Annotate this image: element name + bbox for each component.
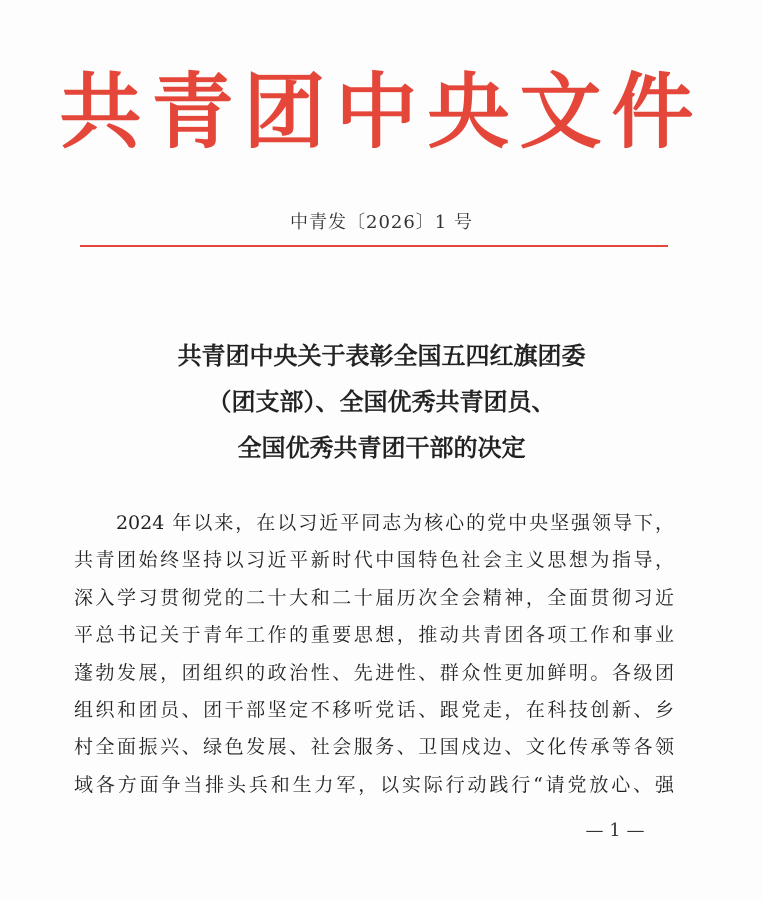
title-line: 全国优秀共青团干部的决定	[237, 433, 526, 462]
body-line: 村全面振兴、绿色发展、社会服务、卫国戍边、文化传承等各领	[74, 736, 674, 759]
document-number: 中青发〔2026〕1 号	[290, 212, 473, 233]
body-line: 组织和团员、团干部坚定不移听党话、跟党走，在科技创新、乡	[74, 698, 674, 721]
title-line: 共青团中央关于表彰全国五四红旗团委	[177, 341, 586, 370]
body-line: 共青团始终坚持以习近平新时代中国特色社会主义思想为指导，	[74, 549, 674, 572]
masthead-title: 共青团中央文件	[59, 64, 704, 160]
title-line: （团支部）、全国优秀共青团员、	[207, 387, 556, 416]
body-line: 平总书记关于青年工作的重要思想，推动共青团各项工作和事业	[74, 624, 674, 647]
page-number: — 1 —	[585, 820, 645, 841]
body-line: 2024 年以来，在以习近平同志为核心的党中央坚强领导下，	[74, 512, 674, 534]
decision-title	[40, 333, 723, 471]
red-divider-line	[80, 245, 668, 247]
body-line: 域各方面争当排头兵和生力军，以实际行动践行“请党放心、强	[74, 773, 674, 796]
body-paragraph	[74, 505, 674, 804]
body-line: 蓬勃发展，团组织的政治性、先进性、群众性更加鲜明。各级团	[74, 661, 674, 684]
body-line: 深入学习贯彻党的二十大和二十届历次全会精神，全面贯彻习近	[74, 586, 674, 609]
